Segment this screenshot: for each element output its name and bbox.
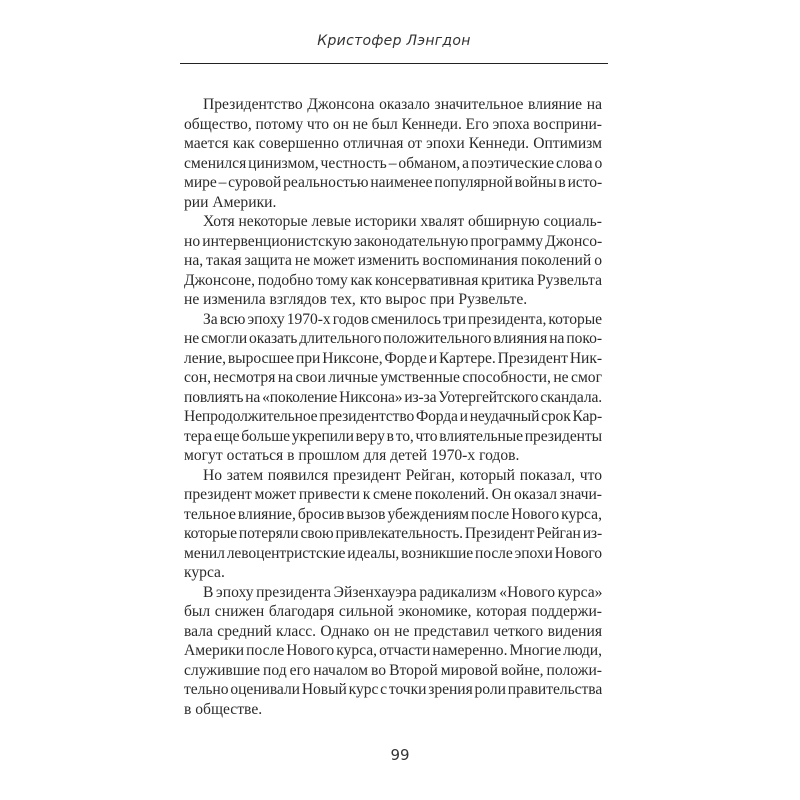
text-line: Президентство Джонсона оказало значительное влияние на (203, 96, 602, 113)
text-line: могут остаться в прошлом для детей 1970-х годов. (184, 447, 520, 464)
text-line: не изменила взглядов тех, кто вырос при Рузвельте. (184, 291, 528, 308)
text-line: Америки после Нового курса, отчасти намеренно. Многие люди, (184, 642, 602, 659)
text-line: тера еще больше укрепили веру в то, что влиятельные президенты (184, 427, 603, 445)
text-line: служившие под его началом во Второй мировой войне, положи- (184, 661, 602, 679)
text-line: менил левоцентристские идеалы, возникшие после эпохи Нового (184, 544, 602, 562)
text-line: которые потеряли свою привлекательность. Президент Рейган из- (184, 525, 602, 542)
text-line: мире – суровой реальностью наименее популярной войны в исто- (184, 174, 603, 191)
text-line: на, такая защита не может изменить воспоминания поколений о (184, 252, 602, 269)
text-line: президент может привести к смене поколений. Он оказал значи- (184, 486, 602, 503)
text-line: был снижен благодаря сильной экономике, которая поддержи- (184, 603, 602, 620)
text-line: не смогли оказать длительного положительного влияния на поко- (184, 330, 602, 347)
page-body (184, 95, 602, 719)
text-line: общество, потому что он не был Кеннеди. Его эпоха восприни- (184, 115, 602, 133)
paragraph (184, 95, 602, 212)
text-line: мается как совершенно отличная от эпохи Кеннеди. Оптимизм (184, 135, 602, 152)
paragraph (184, 583, 602, 720)
paragraph (184, 466, 602, 583)
text-line: сон, несмотря на свои личные умственные способности, не смог (184, 369, 602, 386)
paragraph (184, 212, 602, 310)
paragraph (184, 310, 602, 466)
text-line: Джонсоне, подобно тому как консервативная критика Рузвельта (184, 271, 602, 289)
text-line: В эпоху президента Эйзенхауэра радикализм «Нового курса» (203, 583, 603, 601)
page-number: 99 (390, 746, 410, 764)
text-line: но интервенционистскую законодательную программу Джонсо- (184, 232, 603, 250)
text-line: Но затем появился президент Рейган, который показал, что (203, 466, 602, 484)
text-line: сменился цинизмом, честность – обманом, а поэтические слова о (184, 154, 603, 172)
text-line: курса. (184, 564, 225, 581)
text-line: рии Америки. (184, 193, 277, 211)
text-line: вала средний класс. Однако он не представил четкого видения (184, 622, 602, 640)
text-line: Непродолжительное президентство Форда и неудачный срок Кар- (184, 408, 602, 425)
running-header: Кристофер Лэнгдон (317, 33, 471, 49)
header-rule (180, 63, 608, 64)
text-line: тельно оценивали Новый курс с точки зрения роли правительства (184, 681, 603, 698)
text-line: Хотя некоторые левые историки хвалят обширную социаль- (203, 213, 602, 230)
text-line: ление, выросшее при Никсоне, Форде и Картере. Президент Ник- (184, 349, 602, 367)
text-line: тельное влияние, бросив вызов убеждениям после Нового курса, (184, 505, 602, 523)
text-line: повлиять на «поколение Никсона» из-за Уотергейтского скандала. (184, 388, 602, 406)
text-line: За всю эпоху 1970-х годов сменилось три президента, которые (203, 310, 602, 328)
text-line: в обществе. (184, 700, 263, 718)
